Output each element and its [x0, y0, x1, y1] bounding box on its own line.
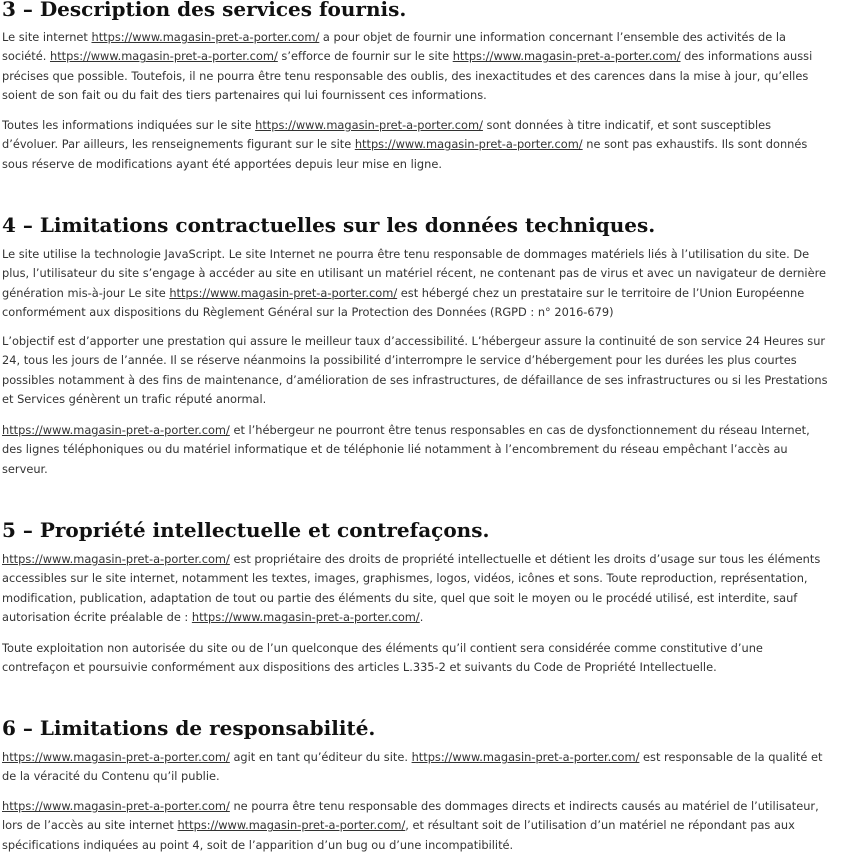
site-link[interactable]: https://www.magasin-pret-a-porter.com/ — [91, 30, 320, 44]
text-line: Le site utilise la technologie JavaScript. Le site Internet ne pourra être tenu responsable de dommages matériels liés à l’utilisation du site. De — [2, 247, 810, 261]
text-line: https://www.magasin-pret-a-porter.com/ est propriétaire des droits de propriété intellectuelle et détient les droits d’usage sur tous les éléments — [2, 552, 821, 566]
site-link[interactable]: https://www.magasin-pret-a-porter.com/ — [169, 285, 398, 300]
text-line: plus, l’utilisateur du site s’engage à accéder au site en utilisant un matériel récent, ne contenant pas de virus et avec un navigateur de dernière — [2, 266, 827, 281]
section-5-paragraph-2 — [2, 639, 866, 678]
text-line: conformément aux dispositions du Règlement Général sur la Protection des Données (RGPD : n° 2016-679) — [2, 305, 614, 320]
text-line: https://www.magasin-pret-a-porter.com/ ne pourra être tenu responsable des dommages directs et indirects causés au matériel de l’utilisateur, — [2, 799, 819, 813]
section-4-paragraph-1 — [2, 245, 866, 323]
site-link[interactable]: https://www.magasin-pret-a-porter.com/ — [177, 818, 406, 833]
text-line: Toutes les informations indiquées sur le site https://www.magasin-pret-a-porter.com/ sont données à titre indicatif, et sont susceptibles — [2, 118, 772, 132]
text-line: spécifications indiquées au point 4, soit de l’apparition d’un bug ou d’une incompatibilité. — [2, 837, 514, 852]
text-line: d’évoluer. Par ailleurs, les renseignements figurant sur le site https://www.magasin-pret-a-porter.com/ ne sont pas exhaustifs. Ils sont donnés — [2, 137, 808, 152]
site-link[interactable]: https://www.magasin-pret-a-porter.com/ — [191, 610, 420, 625]
text-line: précises que possible. Toutefois, il ne pourra être tenu responsable des oublis, des inexactitudes et des carences dans la mise à jour, qu’elles — [2, 68, 809, 83]
section-4-paragraph-3 — [2, 421, 866, 479]
text-line: génération mis-à-jour Le site https://www.magasin-pret-a-porter.com/ est hébergé chez un prestataire sur le territoire de l’Union Européenne — [2, 285, 805, 300]
text-line: autorisation écrite préalable de : https://www.magasin-pret-a-porter.com/. — [2, 610, 424, 625]
text-line: possibles notamment à des fins de maintenance, d’amélioration de ses infrastructures, de défaillance de ses infrastructures ou si les Prestations — [2, 372, 828, 387]
text-line: société. https://www.magasin-pret-a-porter.com/ s’efforce de fournir sur le site https://www.magasin-pret-a-porter.com/ des informations aussi — [2, 49, 813, 64]
section-3-paragraph-1 — [2, 28, 866, 106]
text-line: Le site internet https://www.magasin-pret-a-porter.com/ a pour objet de fournir une information concernant l’ensemble des activités de la — [2, 30, 787, 44]
site-link[interactable]: https://www.magasin-pret-a-porter.com/ — [2, 552, 230, 566]
text-line: et Services génèrent un trafic réputé anormal. — [2, 392, 267, 407]
text-line: accessibles sur le site internet, notamment les textes, images, graphismes, logos, vidéos, icônes et sons. Toute reproduction, représentation, — [2, 571, 808, 586]
text-line: sous réserve de modifications ayant été apportées depuis leur mise en ligne. — [2, 156, 442, 171]
section-6-paragraph-1 — [2, 748, 866, 787]
section-6-paragraph-2 — [2, 797, 866, 855]
section-3-title: 3 – Description des services fournis. — [2, 0, 407, 21]
section-4-paragraph-2 — [2, 332, 866, 410]
site-link[interactable]: https://www.magasin-pret-a-porter.com/ — [2, 799, 230, 813]
section-6-title: 6 – Limitations de responsabilité. — [2, 716, 376, 740]
text-line: modification, publication, adaptation de tout ou partie des éléments du site, quel que soit le moyen ou le procédé utilisé, est interdite, sauf — [2, 590, 798, 605]
text-line: L’objectif est d’apporter une prestation qui assure le meilleur taux d’accessibilité. L’hébergeur assure la continuité de son service 24 Heures sur — [2, 334, 826, 348]
site-link[interactable]: https://www.magasin-pret-a-porter.com/ — [411, 750, 640, 764]
section-3-paragraph-2 — [2, 116, 866, 174]
text-line: https://www.magasin-pret-a-porter.com/ agit en tant qu’éditeur du site. https://www.magasin-pret-a-porter.com/ est responsable de la qualité et — [2, 750, 823, 764]
section-5-paragraph-1 — [2, 550, 866, 628]
site-link[interactable]: https://www.magasin-pret-a-porter.com/ — [452, 49, 681, 64]
section-4-title: 4 – Limitations contractuelles sur les données techniques. — [2, 213, 656, 237]
text-line: de la véracité du Contenu qu’il publie. — [2, 769, 220, 784]
text-line: Toute exploitation non autorisée du site ou de l’un quelconque des éléments qu’il contient sera considérée comme constitutive d’une — [2, 641, 763, 655]
site-link[interactable]: https://www.magasin-pret-a-porter.com/ — [2, 423, 230, 437]
text-line: 24, tous les jours de l’année. Il se réserve néanmoins la possibilité d’interrompre le service d’hébergement pour les durées les plus courtes — [2, 353, 797, 368]
text-line: lors de l’accès au site internet https://www.magasin-pret-a-porter.com/, et résultant soit de l’utilisation d’un matériel ne répondant pas aux — [2, 818, 795, 833]
section-5-title: 5 – Propriété intellectuelle et contrefaçons. — [2, 518, 490, 542]
site-link[interactable]: https://www.magasin-pret-a-porter.com/ — [255, 118, 483, 132]
text-line: soient de son fait ou du fait des tiers partenaires qui lui fournissent ces informations. — [2, 88, 487, 103]
site-link[interactable]: https://www.magasin-pret-a-porter.com/ — [354, 137, 583, 152]
text-line: https://www.magasin-pret-a-porter.com/ et l’hébergeur ne pourront être tenus responsables en cas de dysfonctionnement du réseau Internet, — [2, 423, 810, 437]
text-line: des lignes téléphoniques ou du matériel informatique et de téléphonie lié notamment à l’encombrement du réseau empêchant l’accès au — [2, 442, 788, 457]
site-link[interactable]: https://www.magasin-pret-a-porter.com/ — [49, 49, 278, 64]
site-link[interactable]: https://www.magasin-pret-a-porter.com/ — [2, 750, 230, 764]
text-line: serveur. — [2, 461, 48, 476]
text-line: contrefaçon et poursuivie conformément aux dispositions des articles L.335-2 et suivants du Code de Propriété Intellectuelle. — [2, 660, 717, 675]
